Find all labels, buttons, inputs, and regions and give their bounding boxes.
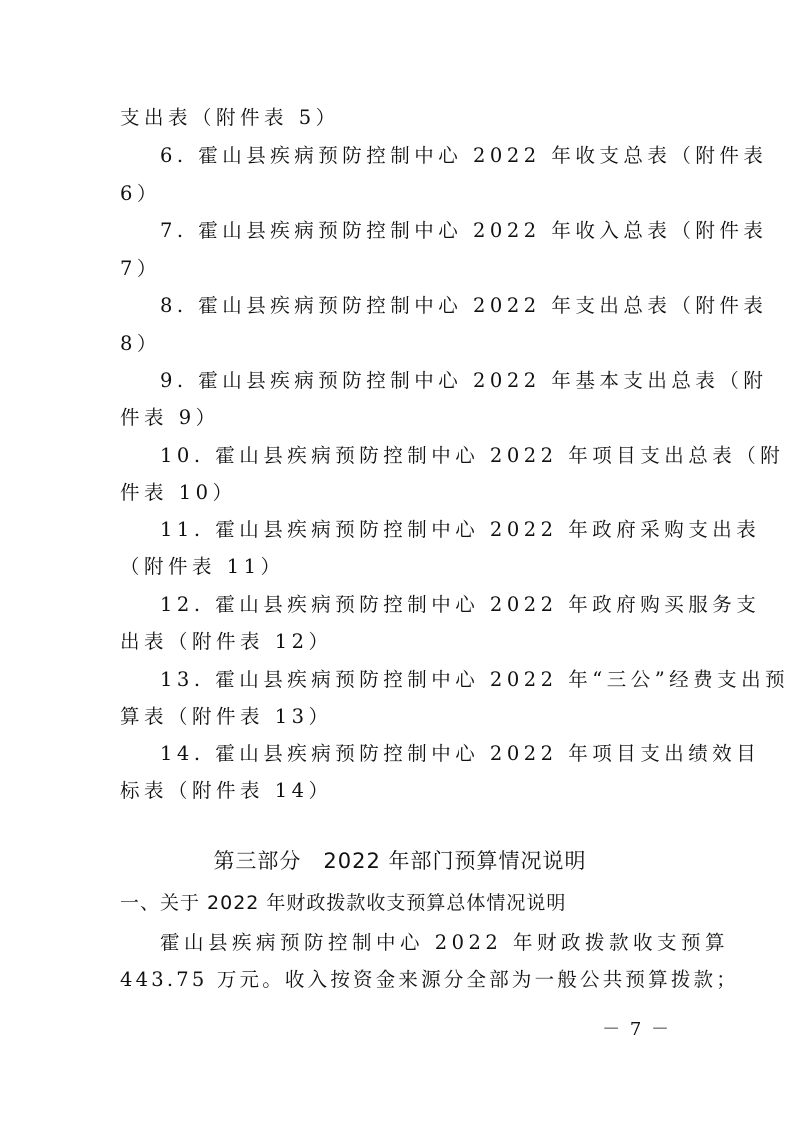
page-number: － 7 － [602,1019,671,1040]
body-paragraph-line-1: 霍山县疾病预防控制中心 2022 年财政拨款收支预算 [160,931,730,954]
list-item-12-line-2: 出表（附件表 12） [120,630,333,653]
list-item-12-line-1: 12. 霍山县疾病预防控制中心 2022 年政府购买服务支 [160,593,761,616]
list-item-8-line-1: 8. 霍山县疾病预防控制中心 2022 年支出总表（附件表 [160,294,768,317]
list-item-11-line-2: （附件表 11） [120,555,285,578]
list-item-9-line-1: 9. 霍山县疾病预防控制中心 2022 年基本支出总表（附 [160,369,768,392]
list-item-14-line-2: 标表（附件表 14） [120,779,333,802]
body-paragraph-line-2: 443.75 万元。收入按资金来源分全部为一般公共预算拨款； [120,968,739,991]
list-item-7-line-2: 7） [120,257,161,280]
list-item-13-line-2: 算表（附件表 13） [120,705,333,728]
list-item-10-line-1: 10. 霍山县疾病预防控制中心 2022 年项目支出总表（附 [160,444,785,467]
list-item-11-line-1: 11. 霍山县疾病预防控制中心 2022 年政府采购支出表 [160,518,761,541]
list-continuation-line: 支出表（附件表 5） [120,106,340,129]
list-item-9-line-2: 件表 9） [120,406,220,429]
list-item-6-line-1: 6. 霍山县疾病预防控制中心 2022 年收支总表（附件表 [160,144,768,167]
list-item-13-line-1: 13. 霍山县疾病预防控制中心 2022 年“三公”经费支出预 [160,668,790,691]
section-title: 第三部分 2022 年部门预算情况说明 [213,849,587,873]
list-item-7-line-1: 7. 霍山县疾病预防控制中心 2022 年收入总表（附件表 [160,219,768,242]
list-item-6-line-2: 6） [120,182,161,205]
list-item-8-line-2: 8） [120,332,161,355]
list-item-14-line-1: 14. 霍山县疾病预防控制中心 2022 年项目支出绩效目 [160,742,761,765]
list-item-10-line-2: 件表 10） [120,481,237,504]
sub-heading: 一、关于 2022 年财政拨款收支预算总体情况说明 [120,892,567,914]
